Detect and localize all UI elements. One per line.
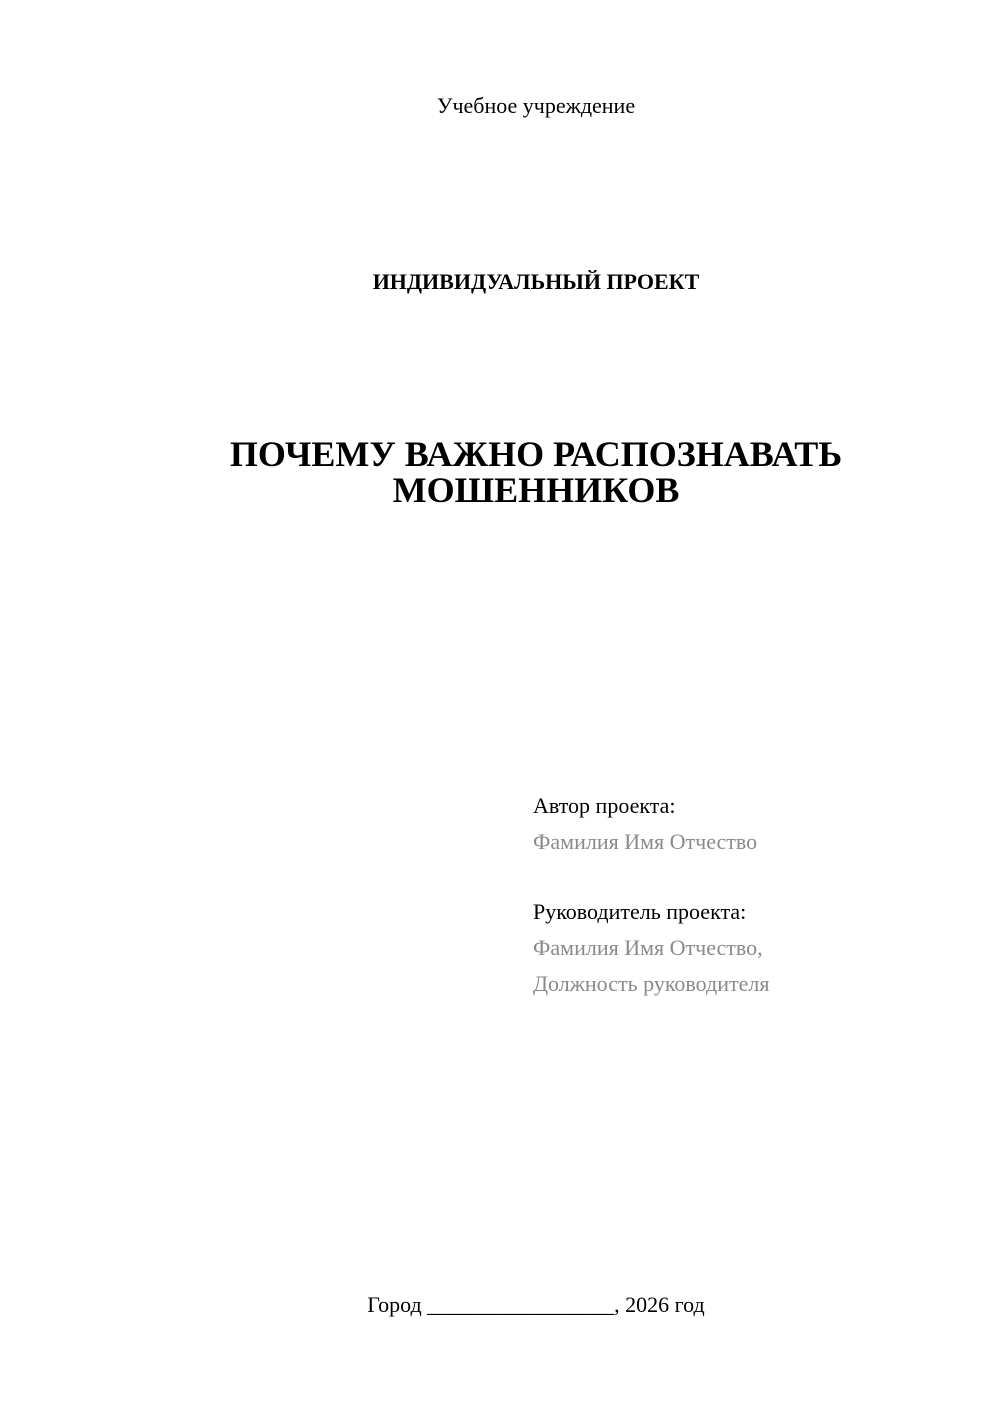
project-info-block xyxy=(533,788,973,1002)
project-title xyxy=(0,436,1000,508)
supervisor-label: Руководитель проекта: xyxy=(533,899,747,924)
author-label: Автор проекта: xyxy=(533,793,676,818)
city-year-line xyxy=(0,1290,1000,1320)
project-title-line-2: МОШЕННИКОВ xyxy=(392,470,680,510)
city-label: Город xyxy=(367,1292,422,1317)
year-text: , 2026 год xyxy=(614,1292,705,1317)
project-title-line-1: ПОЧЕМУ ВАЖНО РАСПОЗНАВАТЬ xyxy=(229,434,843,474)
supervisor-name: Фамилия Имя Отчество, xyxy=(533,935,763,960)
author-name: Фамилия Имя Отчество xyxy=(533,829,758,854)
project-type-heading: ИНДИВИДУАЛЬНЫЙ ПРОЕКТ xyxy=(372,269,700,294)
supervisor-position: Должность руководителя xyxy=(533,971,770,996)
city-blank: _________________ xyxy=(427,1292,615,1317)
info-spacer xyxy=(533,860,973,894)
institution-name: Учебное учреждение xyxy=(436,93,636,118)
